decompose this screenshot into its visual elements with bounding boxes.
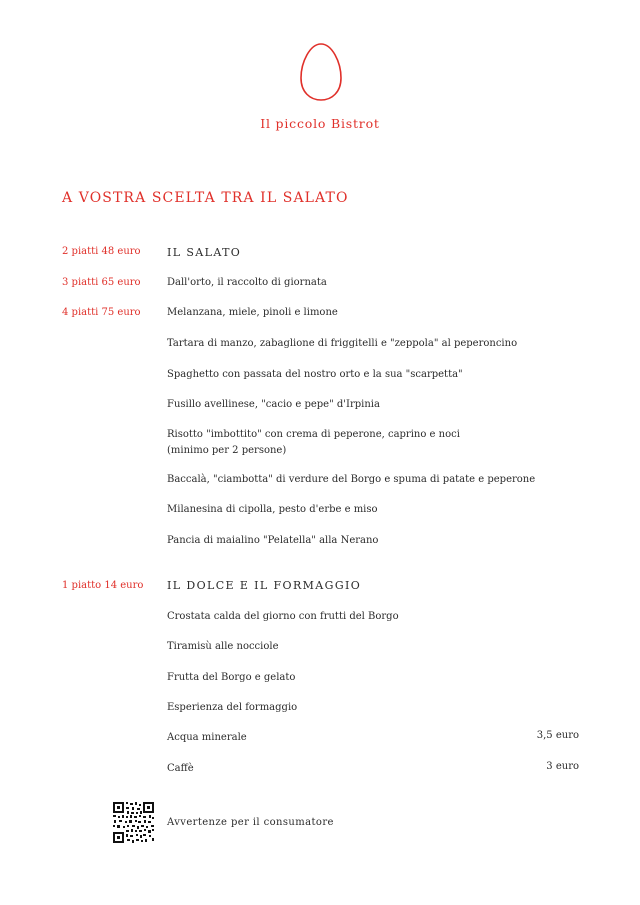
- consumer-notice-link[interactable]: Avvertenze per il consumatore: [167, 817, 334, 828]
- menu-item: Baccalà, "ciambotta" di verdure del Borgo e spuma di patate e peperone: [167, 474, 536, 485]
- extra-name: Acqua minerale: [167, 732, 247, 743]
- brand-name: Il piccolo Bistrot: [260, 116, 380, 131]
- menu-item: Tartara di manzo, zabaglione di friggitelli e "zeppola" al peperoncino: [167, 338, 518, 349]
- egg-logo-icon: [298, 42, 344, 102]
- menu-item: Esperienza del formaggio: [167, 702, 298, 713]
- menu-item: Dall'orto, il raccolto di giornata: [167, 277, 327, 288]
- price-3-piatti: 3 piatti 65 euro: [62, 277, 141, 288]
- menu-item: Pancia di maialino "Pelatella" alla Nerano: [167, 535, 379, 546]
- price-2-piatti: 2 piatti 48 euro: [62, 246, 141, 257]
- dolce-heading: IL DOLCE E IL FORMAGGIO: [167, 579, 362, 592]
- menu-item-note: (minimo per 2 persone): [167, 445, 287, 456]
- menu-item: Melanzana, miele, pinoli e limone: [167, 307, 338, 318]
- qr-code-icon[interactable]: [112, 801, 155, 844]
- salato-heading: IL SALATO: [167, 246, 242, 259]
- menu-item: Fusillo avellinese, "cacio e pepe" d'Irpinia: [167, 399, 380, 410]
- menu-item: Tiramisù alle nocciole: [167, 641, 279, 652]
- extra-price: 3,5 euro: [536, 730, 579, 741]
- menu-item: Crostata calda del giorno con frutti del Borgo: [167, 611, 399, 622]
- price-4-piatti: 4 piatti 75 euro: [62, 307, 141, 318]
- menu-item: Frutta del Borgo e gelato: [167, 672, 296, 683]
- extra-name: Caffè: [167, 763, 194, 774]
- menu-item: Risotto "imbottito" con crema di peperone, caprino e noci: [167, 429, 460, 440]
- extra-price: 3 euro: [546, 761, 579, 772]
- menu-item: Spaghetto con passata del nostro orto e la sua "scarpetta": [167, 369, 463, 380]
- section-title: A VOSTRA SCELTA TRA IL SALATO: [62, 190, 349, 206]
- price-1-piatto: 1 piatto 14 euro: [62, 580, 144, 591]
- menu-item: Milanesina di cipolla, pesto d'erbe e miso: [167, 504, 378, 515]
